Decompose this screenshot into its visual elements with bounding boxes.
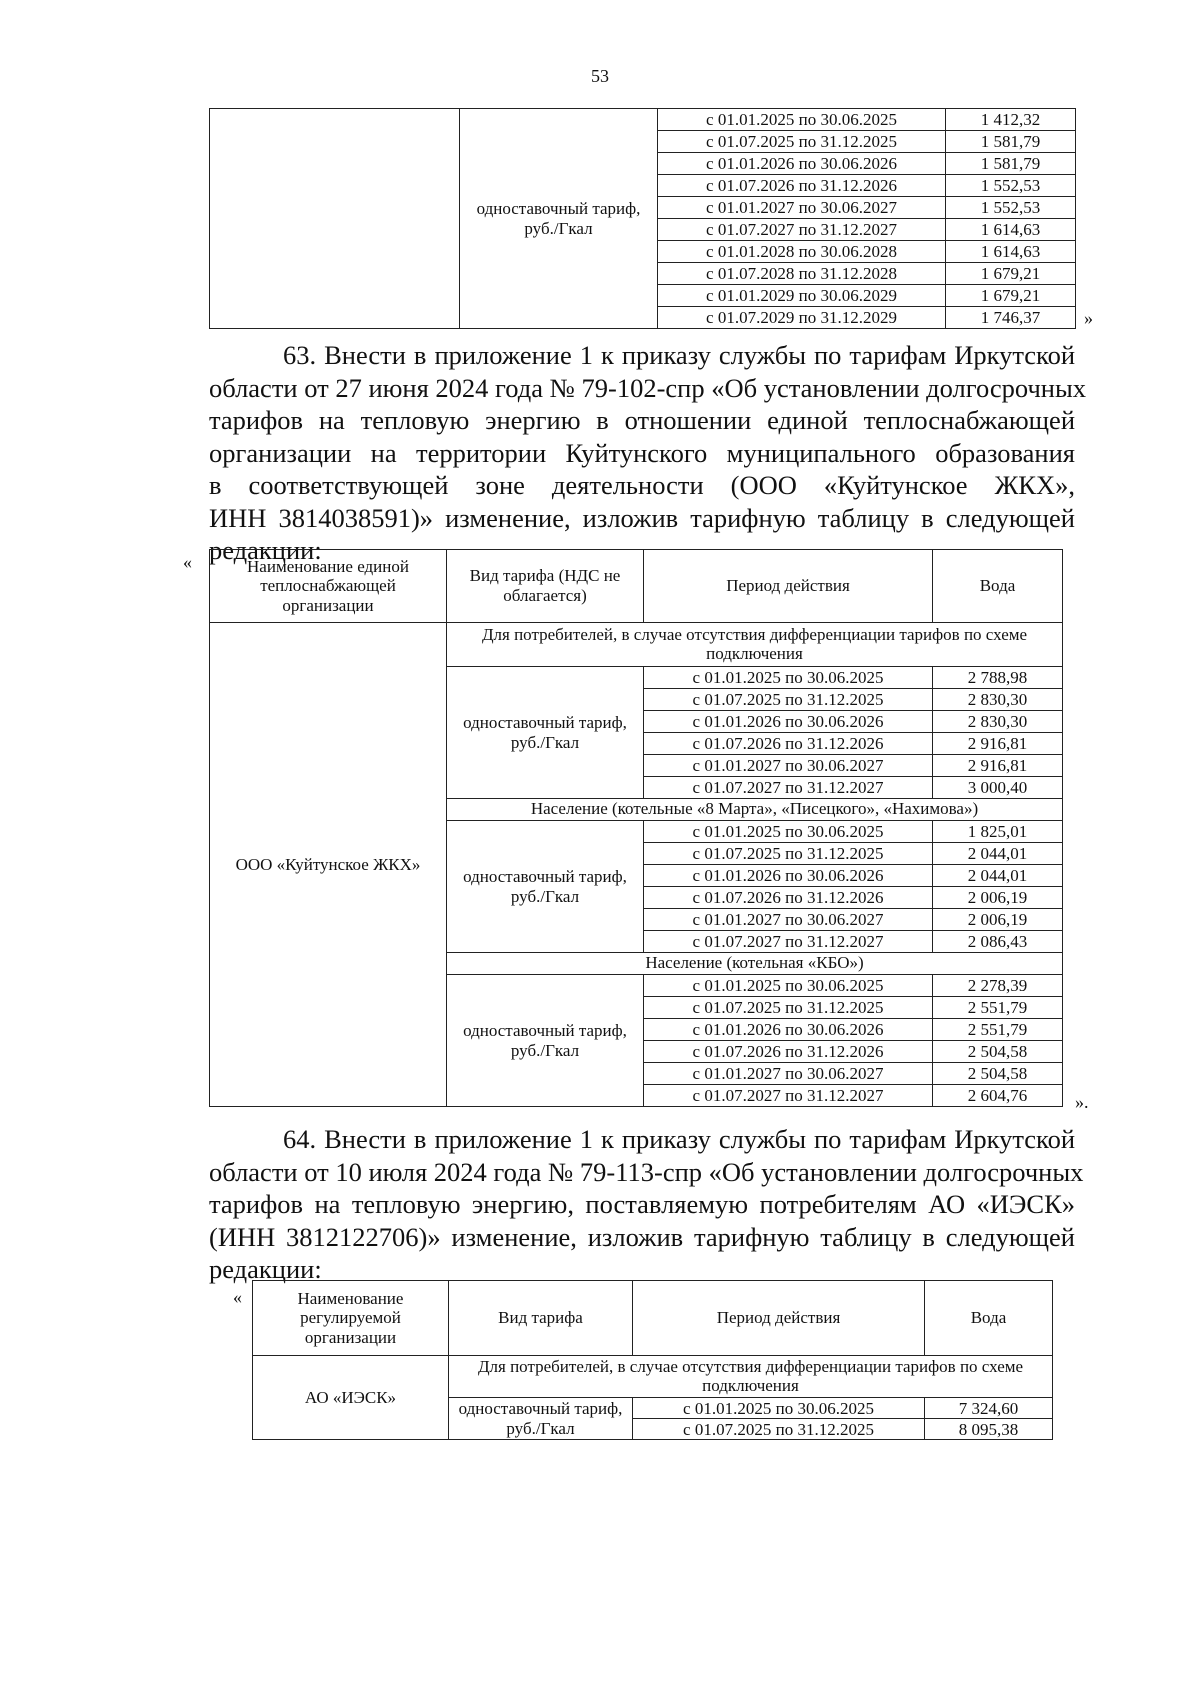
water-value-cell: 2 604,76	[933, 1085, 1063, 1107]
period-cell: с 01.07.2026 по 31.12.2026	[644, 887, 933, 909]
water-value-cell: 2 044,01	[933, 843, 1063, 865]
water-value-cell: 2 551,79	[933, 1019, 1063, 1041]
tariff-type-cell: одноставочный тариф, руб./Гкал	[449, 1398, 633, 1440]
period-cell: с 01.07.2027 по 31.12.2027	[644, 777, 933, 799]
paragraph-line: области от 27 июня 2024 года № 79-102-спр «Об установлении долгосрочных	[209, 372, 1087, 403]
period-cell: с 01.07.2027 по 31.12.2027	[658, 219, 946, 241]
section-title: Население (котельные «8 Марта», «Писецкого», «Нахимова»)	[447, 799, 1063, 821]
period-cell: с 01.01.2026 по 30.06.2026	[644, 1019, 933, 1041]
water-value-cell: 2 006,19	[933, 909, 1063, 931]
table-64	[252, 1280, 1053, 1440]
item-64-paragraph	[209, 1123, 1084, 1286]
water-value-cell: 2 830,30	[933, 711, 1063, 733]
water-value-cell: 1 581,79	[946, 131, 1076, 153]
period-cell: с 01.07.2025 по 31.12.2025	[633, 1419, 925, 1440]
water-value-cell: 8 095,38	[925, 1419, 1053, 1440]
continued-tariff-table	[209, 108, 1076, 329]
paragraph-line: 64. Внести в приложение 1 к приказу службы по тарифам Иркутской	[283, 1124, 1075, 1154]
water-value-cell: 1 679,21	[946, 285, 1076, 307]
tariff-type-cell: одноставочный тариф, руб./Гкал	[447, 667, 644, 799]
paragraph-line: тарифов на тепловую энергию, поставляемую потребителям АО «ИЭСК»	[209, 1189, 1075, 1219]
paragraph-line: тарифов на тепловую энергию в отношении единой теплоснабжающей	[209, 405, 1075, 435]
water-value-cell: 7 324,60	[925, 1398, 1053, 1419]
header-row	[253, 1281, 1053, 1356]
table-63	[209, 549, 1063, 1107]
period-cell: с 01.01.2027 по 30.06.2027	[644, 909, 933, 931]
paragraph-line: редакции:	[209, 535, 322, 565]
period-cell: с 01.07.2025 по 31.12.2025	[644, 997, 933, 1019]
water-value-cell: 1 412,32	[946, 109, 1076, 131]
section-title: Для потребителей, в случае отсутствия дифференциации тарифов по схеме подключения	[447, 623, 1063, 667]
tariff-type-cell: одноставочный тариф, руб./Гкал	[460, 109, 658, 329]
period-cell: с 01.07.2026 по 31.12.2026	[644, 733, 933, 755]
period-cell: с 01.01.2027 по 30.06.2027	[644, 755, 933, 777]
header-tariff-type: Вид тарифа	[449, 1281, 633, 1356]
water-value-cell: 2 830,30	[933, 689, 1063, 711]
period-cell: с 01.07.2025 по 31.12.2025	[644, 843, 933, 865]
period-cell: с 01.07.2028 по 31.12.2028	[658, 263, 946, 285]
period-cell: с 01.01.2025 по 30.06.2025	[633, 1398, 925, 1419]
table63-close-quote: ».	[1075, 1092, 1089, 1112]
water-value-cell: 2 006,19	[933, 887, 1063, 909]
table-row	[210, 109, 1076, 131]
header-period: Период действия	[644, 550, 933, 623]
water-value-cell: 2 278,39	[933, 975, 1063, 997]
period-cell: с 01.07.2025 по 31.12.2025	[644, 689, 933, 711]
paragraph-line: организации на территории Куйтунского муниципального образования	[209, 437, 1075, 468]
header-water: Вода	[925, 1281, 1053, 1356]
page-number: 53	[591, 66, 609, 86]
water-value-cell: 1 825,01	[933, 821, 1063, 843]
org-name-cell: ООО «Куйтунское ЖКХ»	[210, 623, 447, 1107]
water-value-cell: 2 086,43	[933, 931, 1063, 953]
paragraph-line: области от 10 июля 2024 года № 79-113-спр «Об установлении долгосрочных	[209, 1156, 1084, 1187]
water-value-cell: 1 552,53	[946, 197, 1076, 219]
paragraph-line: 63. Внести в приложение 1 к приказу службы по тарифам Иркутской	[283, 340, 1075, 370]
header-period: Период действия	[633, 1281, 925, 1356]
period-cell: с 01.01.2026 по 30.06.2026	[644, 711, 933, 733]
tariff-type-cell: одноставочный тариф, руб./Гкал	[447, 975, 644, 1107]
header-row	[210, 550, 1063, 623]
water-value-cell: 2 044,01	[933, 865, 1063, 887]
period-cell: с 01.07.2027 по 31.12.2027	[644, 1085, 933, 1107]
paragraph-line: ИНН 3814038591)» изменение, изложив тарифную таблицу в следующей	[209, 502, 1075, 533]
period-cell: с 01.07.2027 по 31.12.2027	[644, 931, 933, 953]
section-title: Для потребителей, в случае отсутствия дифференциации тарифов по схеме подключения	[449, 1356, 1053, 1398]
period-cell: с 01.01.2026 по 30.06.2026	[644, 865, 933, 887]
period-cell: с 01.01.2026 по 30.06.2026	[658, 153, 946, 175]
water-value-cell: 2 916,81	[933, 733, 1063, 755]
section-title: Население (котельная «КБО»)	[447, 953, 1063, 975]
period-cell: с 01.01.2025 по 30.06.2025	[644, 821, 933, 843]
water-value-cell: 2 788,98	[933, 667, 1063, 689]
period-cell: с 01.07.2026 по 31.12.2026	[658, 175, 946, 197]
period-cell: с 01.07.2026 по 31.12.2026	[644, 1041, 933, 1063]
org-name-cell-empty	[210, 109, 460, 329]
period-cell: с 01.01.2028 по 30.06.2028	[658, 241, 946, 263]
header-water: Вода	[933, 550, 1063, 623]
period-cell: с 01.01.2025 по 30.06.2025	[658, 109, 946, 131]
water-value-cell: 2 551,79	[933, 997, 1063, 1019]
header-org-name: Наименование единой теплоснабжающей организации	[210, 550, 447, 623]
period-cell: с 01.01.2029 по 30.06.2029	[658, 285, 946, 307]
paragraph-line: редакции:	[209, 1254, 322, 1284]
header-tariff-type: Вид тарифа (НДС не облагается)	[447, 550, 644, 623]
period-cell: с 01.01.2025 по 30.06.2025	[644, 667, 933, 689]
period-cell: с 01.01.2027 по 30.06.2027	[644, 1063, 933, 1085]
water-value-cell: 2 916,81	[933, 755, 1063, 777]
water-value-cell: 1 746,37	[946, 307, 1076, 329]
table63-open-quote: «	[183, 552, 192, 572]
water-value-cell: 1 614,63	[946, 219, 1076, 241]
water-value-cell: 2 504,58	[933, 1063, 1063, 1085]
water-value-cell: 1 614,63	[946, 241, 1076, 263]
period-cell: с 01.07.2029 по 31.12.2029	[658, 307, 946, 329]
water-value-cell: 1 552,53	[946, 175, 1076, 197]
period-cell: с 01.07.2025 по 31.12.2025	[658, 131, 946, 153]
item-63-paragraph	[209, 339, 1087, 567]
water-value-cell: 3 000,40	[933, 777, 1063, 799]
water-value-cell: 1 679,21	[946, 263, 1076, 285]
table64-open-quote: «	[233, 1287, 242, 1307]
period-cell: с 01.01.2027 по 30.06.2027	[658, 197, 946, 219]
tariff-type-cell: одноставочный тариф, руб./Гкал	[447, 821, 644, 953]
continued-table-close-quote: »	[1084, 308, 1093, 328]
water-value-cell: 2 504,58	[933, 1041, 1063, 1063]
period-cell: с 01.01.2025 по 30.06.2025	[644, 975, 933, 997]
section-row	[253, 1356, 1053, 1398]
paragraph-line: в соответствующей зоне деятельности (ООО «Куйтунское ЖКХ»,	[209, 470, 1075, 500]
paragraph-line: (ИНН 3812122706)» изменение, изложив тарифную таблицу в следующей	[209, 1221, 1075, 1252]
header-org-name: Наименование регулируемой организации	[253, 1281, 449, 1356]
water-value-cell: 1 581,79	[946, 153, 1076, 175]
section-row	[210, 623, 1063, 667]
org-name-cell: АО «ИЭСК»	[253, 1356, 449, 1440]
